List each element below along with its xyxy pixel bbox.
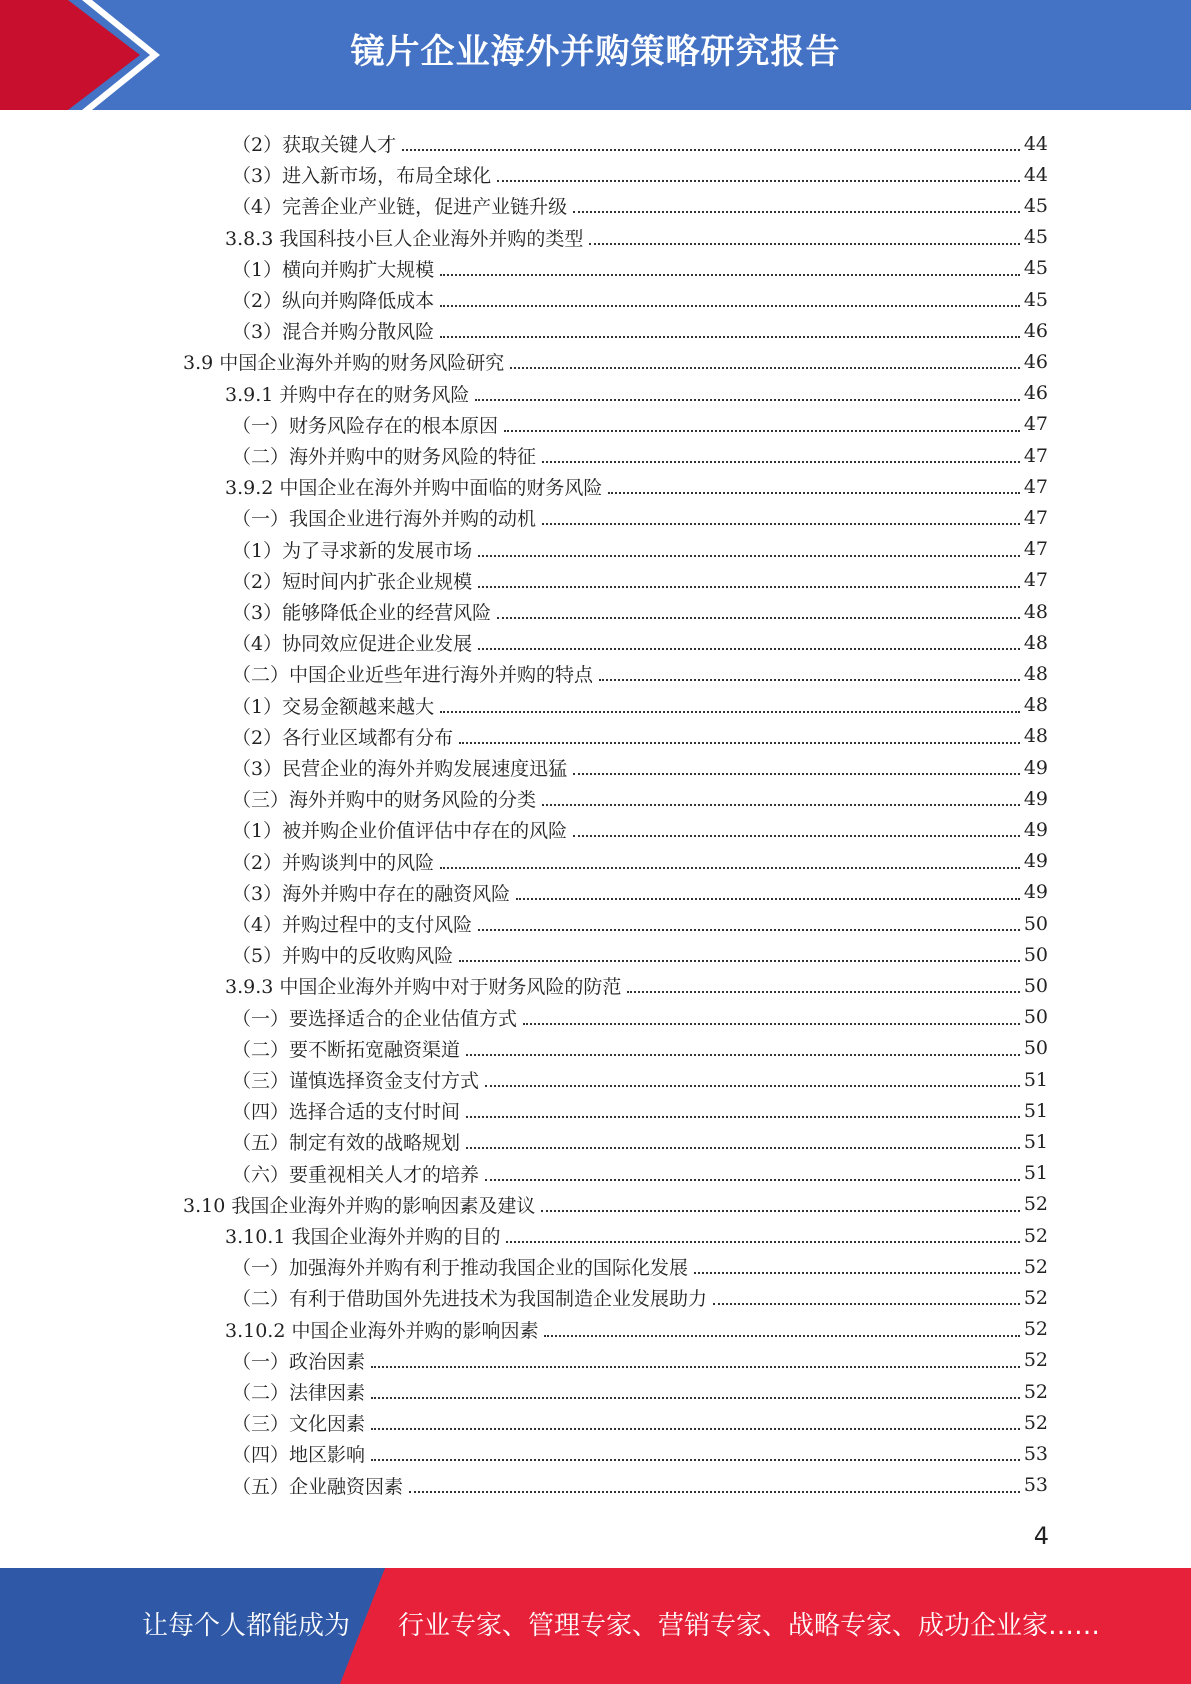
toc-entry[interactable] — [232, 783, 1048, 814]
toc-dot-leader — [440, 710, 1020, 713]
toc-dot-leader — [599, 678, 1020, 681]
toc-dot-leader — [516, 897, 1020, 900]
toc-entry-page: 52 — [1023, 1224, 1048, 1247]
toc-entry-title: （3）进入新市场，布局全球化 — [232, 165, 492, 188]
toc-dot-leader — [478, 554, 1020, 557]
toc-entry-page: 48 — [1023, 631, 1048, 654]
toc-entry[interactable] — [232, 1064, 1048, 1095]
toc-entry-title: 3.9.3 中国企业海外并购中对于财务风险的防范 — [225, 976, 622, 999]
toc-entry-title: （3）能够降低企业的经营风险 — [232, 602, 492, 624]
toc-entry-title: （4）协同效应促进企业发展 — [232, 633, 473, 656]
toc-entry-page: 49 — [1023, 787, 1048, 810]
toc-dot-leader — [466, 1053, 1020, 1056]
toc-entry-page: 51 — [1023, 1068, 1048, 1091]
toc-entry-title: （2）并购谈判中的风险 — [232, 851, 435, 874]
toc-entry[interactable] — [232, 1407, 1048, 1438]
toc-dot-leader — [694, 1271, 1020, 1274]
toc-entry[interactable] — [232, 159, 1048, 190]
toc-entry-title: （5）并购中的反收购风险 — [232, 945, 454, 968]
toc-entry-title: 3.10.2 中国企业海外并购的影响因素 — [225, 1319, 539, 1342]
toc-dot-leader — [713, 1302, 1020, 1305]
toc-dot-leader — [589, 242, 1019, 245]
report-title — [200, 0, 1191, 110]
toc-entry[interactable] — [183, 346, 1048, 377]
toc-entry-title: 3.10.1 我国企业海外并购的目的 — [225, 1226, 501, 1248]
toc-entry-title: （2）短时间内扩张企业规模 — [232, 570, 473, 593]
toc-dot-leader — [485, 1178, 1020, 1181]
toc-dot-leader — [542, 522, 1020, 525]
toc-entry-page: 52 — [1023, 1411, 1048, 1434]
toc-entry[interactable] — [225, 222, 1048, 253]
toc-dot-leader — [573, 772, 1020, 775]
toc-entry[interactable] — [232, 409, 1048, 440]
toc-entry[interactable] — [232, 752, 1048, 783]
toc-entry-page: 50 — [1023, 1006, 1048, 1029]
toc-entry-page: 47 — [1023, 444, 1048, 467]
toc-entry-page: 46 — [1023, 319, 1048, 342]
toc-entry-title: （一）政治因素 — [232, 1350, 366, 1373]
toc-entry-page: 45 — [1023, 288, 1048, 311]
toc-entry-page: 51 — [1023, 1099, 1048, 1122]
toc-entry-title: 3.9 中国企业海外并购的财务风险研究 — [183, 352, 505, 375]
toc-dot-leader — [440, 866, 1020, 869]
toc-entry-title: 3.9.2 中国企业在海外并购中面临的财务风险 — [225, 477, 603, 500]
toc-dot-leader — [478, 585, 1020, 588]
toc-entry[interactable] — [232, 1251, 1048, 1282]
toc-entry-page: 52 — [1023, 1349, 1048, 1372]
toc-entry[interactable] — [225, 471, 1048, 502]
toc-entry-title: （五）制定有效的战略规划 — [232, 1132, 461, 1155]
toc-entry[interactable] — [232, 315, 1048, 346]
toc-entry[interactable] — [232, 658, 1048, 689]
toc-entry-page: 45 — [1023, 194, 1048, 217]
page-header — [0, 0, 1191, 110]
toc-dot-leader — [478, 928, 1020, 931]
toc-entry-title: （五）企业融资因素 — [232, 1475, 404, 1498]
toc-entry[interactable] — [232, 1126, 1048, 1157]
toc-dot-leader — [371, 1365, 1020, 1368]
toc-dot-leader — [371, 1427, 1020, 1430]
toc-dot-leader — [466, 1146, 1020, 1149]
toc-entry[interactable] — [232, 190, 1048, 221]
toc-dot-leader — [542, 460, 1020, 463]
toc-entry-page: 52 — [1023, 1286, 1048, 1309]
toc-dot-leader — [402, 148, 1020, 151]
page-number: 4 — [1033, 1522, 1049, 1550]
toc-entry[interactable] — [232, 596, 1048, 627]
toc-entry-title: （一）我国企业进行海外并购的动机 — [232, 508, 537, 531]
toc-entry-title: （六）要重视相关人才的培养 — [232, 1163, 480, 1186]
toc-entry-page: 46 — [1023, 350, 1048, 373]
toc-entry-page: 44 — [1023, 132, 1048, 155]
toc-entry-page: 48 — [1023, 662, 1048, 685]
toc-dot-leader — [485, 1084, 1020, 1087]
toc-entry-page: 48 — [1023, 725, 1048, 748]
toc-entry-title: （3）混合并购分散风险 — [232, 321, 435, 344]
toc-entry-title: （4）完善企业产业链，促进产业链升级 — [232, 196, 568, 219]
toc-entry-page: 52 — [1023, 1318, 1048, 1341]
toc-dot-leader — [544, 1334, 1019, 1337]
toc-entry-page: 47 — [1023, 538, 1048, 561]
toc-dot-leader — [506, 1240, 1019, 1243]
toc-dot-leader — [371, 1458, 1020, 1461]
toc-entry[interactable] — [232, 1470, 1048, 1501]
toc-entry[interactable] — [232, 939, 1048, 970]
toc-dot-leader — [459, 959, 1020, 962]
toc-entry-title: （三）文化因素 — [232, 1413, 366, 1436]
toc-entry-title: （二）有利于借助国外先进技术为我国制造企业发展助力 — [232, 1288, 708, 1311]
toc-entry-title: （二）法律因素 — [232, 1382, 366, 1404]
toc-entry-page: 52 — [1023, 1255, 1048, 1278]
report-title-text: 镜片企业海外并购策略研究报告 — [350, 32, 841, 72]
toc-dot-leader — [497, 616, 1020, 619]
toc-entry-page: 46 — [1023, 382, 1048, 405]
toc-entry[interactable] — [232, 908, 1048, 939]
toc-dot-leader — [608, 491, 1019, 494]
toc-entry-page: 50 — [1023, 1037, 1048, 1060]
toc-dot-leader — [541, 1209, 1019, 1212]
toc-dot-leader — [466, 1115, 1020, 1118]
toc-entry-page: 51 — [1023, 1130, 1048, 1153]
toc-entry-title: （1）交易金额越来越大 — [232, 695, 435, 718]
toc-entry-page: 48 — [1023, 694, 1048, 717]
toc-dot-leader — [510, 366, 1020, 369]
toc-entry[interactable] — [225, 378, 1048, 409]
toc-dot-leader — [542, 803, 1020, 806]
toc-entry-page: 49 — [1023, 881, 1048, 904]
footer-slogan-right: 行业专家、管理专家、营销专家、战略专家、成功企业家…… — [398, 1611, 1101, 1641]
toc-entry[interactable] — [232, 1282, 1048, 1313]
toc-entry-title: （二）要不断拓宽融资渠道 — [232, 1038, 461, 1061]
toc-entry[interactable] — [232, 284, 1048, 315]
toc-entry-title: （四）地区影响 — [232, 1444, 366, 1467]
toc-dot-leader — [523, 1022, 1020, 1025]
toc-entry-title: 3.10 我国企业海外并购的影响因素及建议 — [183, 1194, 536, 1217]
toc-entry-page: 45 — [1023, 257, 1048, 280]
toc-entry[interactable] — [232, 502, 1048, 533]
footer-slogan-left: 让每个人都能成为 — [142, 1611, 351, 1641]
toc-entry-title: （3）民营企业的海外并购发展速度迅猛 — [232, 758, 568, 780]
toc-entry-page: 49 — [1023, 850, 1048, 873]
toc-entry-title: （四）选择合适的支付时间 — [232, 1101, 461, 1124]
toc-entry[interactable] — [225, 1220, 1048, 1251]
toc-entry-page: 45 — [1023, 226, 1048, 249]
toc-entry[interactable] — [232, 846, 1048, 877]
toc-entry-title: 3.9.1 并购中存在的财务风险 — [225, 383, 470, 406]
toc-entry-title: （三）海外并购中的财务风险的分类 — [232, 789, 537, 812]
toc-entry-page: 47 — [1023, 569, 1048, 592]
toc-entry[interactable] — [232, 534, 1048, 565]
toc-entry-title: （一）要选择适合的企业估值方式 — [232, 1007, 518, 1030]
toc-entry-page: 53 — [1023, 1474, 1048, 1497]
page-footer — [0, 1568, 1191, 1684]
toc-entry-title: （4）并购过程中的支付风险 — [232, 914, 473, 936]
toc-entry[interactable] — [232, 1438, 1048, 1469]
toc-entry[interactable] — [183, 1189, 1048, 1220]
toc-entry[interactable] — [232, 253, 1048, 284]
toc-entry-page: 50 — [1023, 974, 1048, 997]
toc-entry-title: （2）获取关键人才 — [232, 134, 397, 156]
toc-entry[interactable] — [225, 970, 1048, 1001]
toc-entry[interactable] — [232, 1376, 1048, 1407]
toc-dot-leader — [573, 834, 1020, 837]
toc-entry-page: 53 — [1023, 1442, 1048, 1465]
toc-dot-leader — [459, 741, 1020, 744]
toc-entry-title: （三）谨慎选择资金支付方式 — [232, 1070, 480, 1092]
toc-entry-title: （二）海外并购中的财务风险的特征 — [232, 446, 537, 468]
toc-entry-title: （2）各行业区域都有分布 — [232, 726, 454, 749]
toc-entry-page: 51 — [1023, 1162, 1048, 1185]
toc-entry[interactable] — [225, 1314, 1048, 1345]
toc-entry-page: 47 — [1023, 506, 1048, 529]
toc-entry[interactable] — [232, 1158, 1048, 1189]
toc-entry[interactable] — [232, 814, 1048, 845]
toc-entry-page: 52 — [1023, 1193, 1048, 1216]
toc-entry-page: 50 — [1023, 943, 1048, 966]
toc-dot-leader — [440, 273, 1020, 276]
toc-entry-page: 44 — [1023, 163, 1048, 186]
toc-dot-leader — [573, 210, 1020, 213]
toc-dot-leader — [627, 990, 1019, 993]
toc-entry[interactable] — [232, 1095, 1048, 1126]
toc-entry-page: 50 — [1023, 912, 1048, 935]
toc-entry[interactable] — [232, 440, 1048, 471]
toc-dot-leader — [440, 304, 1020, 307]
toc-entry-title: （3）海外并购中存在的融资风险 — [232, 882, 511, 905]
toc-entry-title: （二）中国企业近些年进行海外并购的特点 — [232, 664, 594, 687]
toc-dot-leader — [371, 1396, 1020, 1399]
toc-entry-title: （2）纵向并购降低成本 — [232, 290, 435, 312]
toc-entry[interactable] — [232, 690, 1048, 721]
toc-entry[interactable] — [232, 1033, 1048, 1064]
toc-entry-page: 47 — [1023, 475, 1048, 498]
toc-entry[interactable] — [232, 721, 1048, 752]
toc-dot-leader — [504, 429, 1020, 432]
toc-entry-page: 49 — [1023, 756, 1048, 779]
toc-dot-leader — [440, 335, 1020, 338]
toc-dot-leader — [497, 179, 1020, 182]
toc-entry-title: （1）横向并购扩大规模 — [232, 258, 435, 281]
toc-entry-title: 3.8.3 我国科技小巨人企业海外并购的类型 — [225, 227, 584, 250]
toc-entry-title: （一）财务风险存在的根本原因 — [232, 414, 499, 437]
toc-dot-leader — [478, 647, 1020, 650]
toc-entry-title: （1）被并购企业价值评估中存在的风险 — [232, 820, 568, 843]
toc-dot-leader — [475, 398, 1019, 401]
toc-entry-page: 49 — [1023, 818, 1048, 841]
header-red-arrow-shape — [0, 0, 140, 110]
toc-entry[interactable] — [232, 627, 1048, 658]
toc-entry[interactable] — [232, 1345, 1048, 1376]
toc-entry-title: （1）为了寻求新的发展市场 — [232, 539, 473, 562]
toc-entry[interactable] — [232, 1002, 1048, 1033]
toc-entry[interactable] — [232, 877, 1048, 908]
toc-dot-leader — [409, 1490, 1020, 1493]
toc-entry[interactable] — [232, 565, 1048, 596]
toc-entry-page: 48 — [1023, 600, 1048, 623]
toc-entry-page: 47 — [1023, 413, 1048, 436]
toc-entry-page: 52 — [1023, 1380, 1048, 1403]
toc-entry-title: （一）加强海外并购有利于推动我国企业的国际化发展 — [232, 1257, 689, 1280]
toc-entry[interactable] — [232, 128, 1048, 159]
